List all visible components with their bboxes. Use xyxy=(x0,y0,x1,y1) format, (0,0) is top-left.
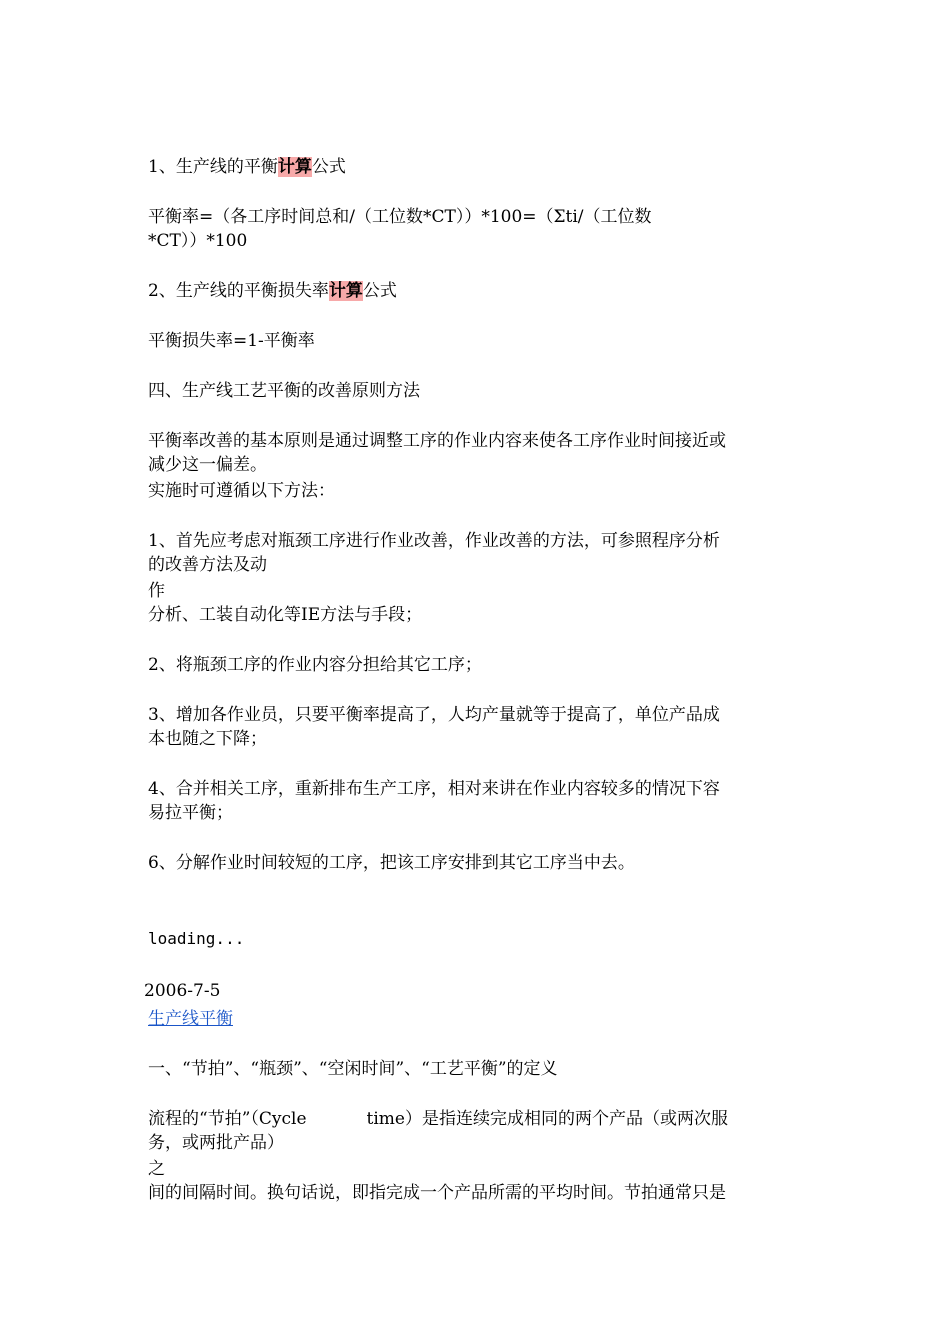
formula-line-1: 平衡率=（各工序时间总和/（工位数*CT））*100=（Σti/（工位数 xyxy=(148,207,652,227)
method-item-4-cont: 易拉平衡； xyxy=(148,803,233,823)
paragraph-text: 流程的“节拍”（Cycle xyxy=(148,1109,307,1129)
method-item-4: 4、合并相关工序，重新排布生产工序，相对来讲在作业内容较多的情况下容 xyxy=(148,779,720,799)
paragraph-line: 间的间隔时间。换句话说，即指完成一个产品所需的平均时间。节拍通常只是 xyxy=(148,1183,726,1203)
heading-text: 公式 xyxy=(362,281,397,301)
method-item-2: 2、将瓶颈工序的作业内容分担给其它工序； xyxy=(148,655,482,675)
loading-text: loading... xyxy=(148,929,245,948)
formula-heading-1 xyxy=(148,156,346,178)
section-heading: 四、生产线工艺平衡的改善原则方法 xyxy=(148,381,420,401)
heading-text: 公式 xyxy=(311,157,346,177)
paragraph-line: 务，或两批产品） xyxy=(148,1133,284,1153)
highlight-keyword: 计算 xyxy=(277,157,312,177)
definition-heading: 一、“节拍”、“瓶颈”、“空闲时间”、“工艺平衡”的定义 xyxy=(148,1059,558,1079)
paragraph-line: 减少这一偏差。 xyxy=(148,455,267,475)
method-item-3-cont: 本也随之下降； xyxy=(148,729,267,749)
article-link[interactable]: 生产线平衡 xyxy=(148,1009,233,1029)
paragraph-line: 实施时可遵循以下方法： xyxy=(148,481,335,501)
paragraph-text: time）是指连续完成相同的两个产品（或两次服 xyxy=(366,1109,728,1129)
paragraph-line xyxy=(148,1108,728,1130)
formula-line-3: 平衡损失率=1-平衡率 xyxy=(148,331,315,351)
formula-line-2: *CT））*100 xyxy=(148,231,248,251)
method-item-1-cont: 的改善方法及动 xyxy=(148,555,267,575)
heading-text: 1、生产线的平衡 xyxy=(148,157,278,177)
method-item-6: 6、分解作业时间较短的工序，把该工序安排到其它工序当中去。 xyxy=(148,853,635,873)
paragraph-line: 之 xyxy=(148,1159,165,1179)
highlight-keyword: 计算 xyxy=(328,281,363,301)
method-item-3: 3、增加各作业员，只要平衡率提高了，人均产量就等于提高了，单位产品成 xyxy=(148,705,720,725)
method-item-1: 1、首先应考虑对瓶颈工序进行作业改善，作业改善的方法，可参照程序分析 xyxy=(148,531,720,551)
method-item-1-cont: 分析、工装自动化等IE方法与手段； xyxy=(148,605,423,625)
heading-text: 2、生产线的平衡损失率 xyxy=(148,281,329,301)
method-item-1-cont: 作 xyxy=(148,581,165,601)
formula-heading-2 xyxy=(148,280,397,302)
paragraph-line: 平衡率改善的基本原则是通过调整工序的作业内容来使各工序作业时间接近或 xyxy=(148,431,726,451)
post-date: 2006-7-5 xyxy=(144,981,221,1001)
